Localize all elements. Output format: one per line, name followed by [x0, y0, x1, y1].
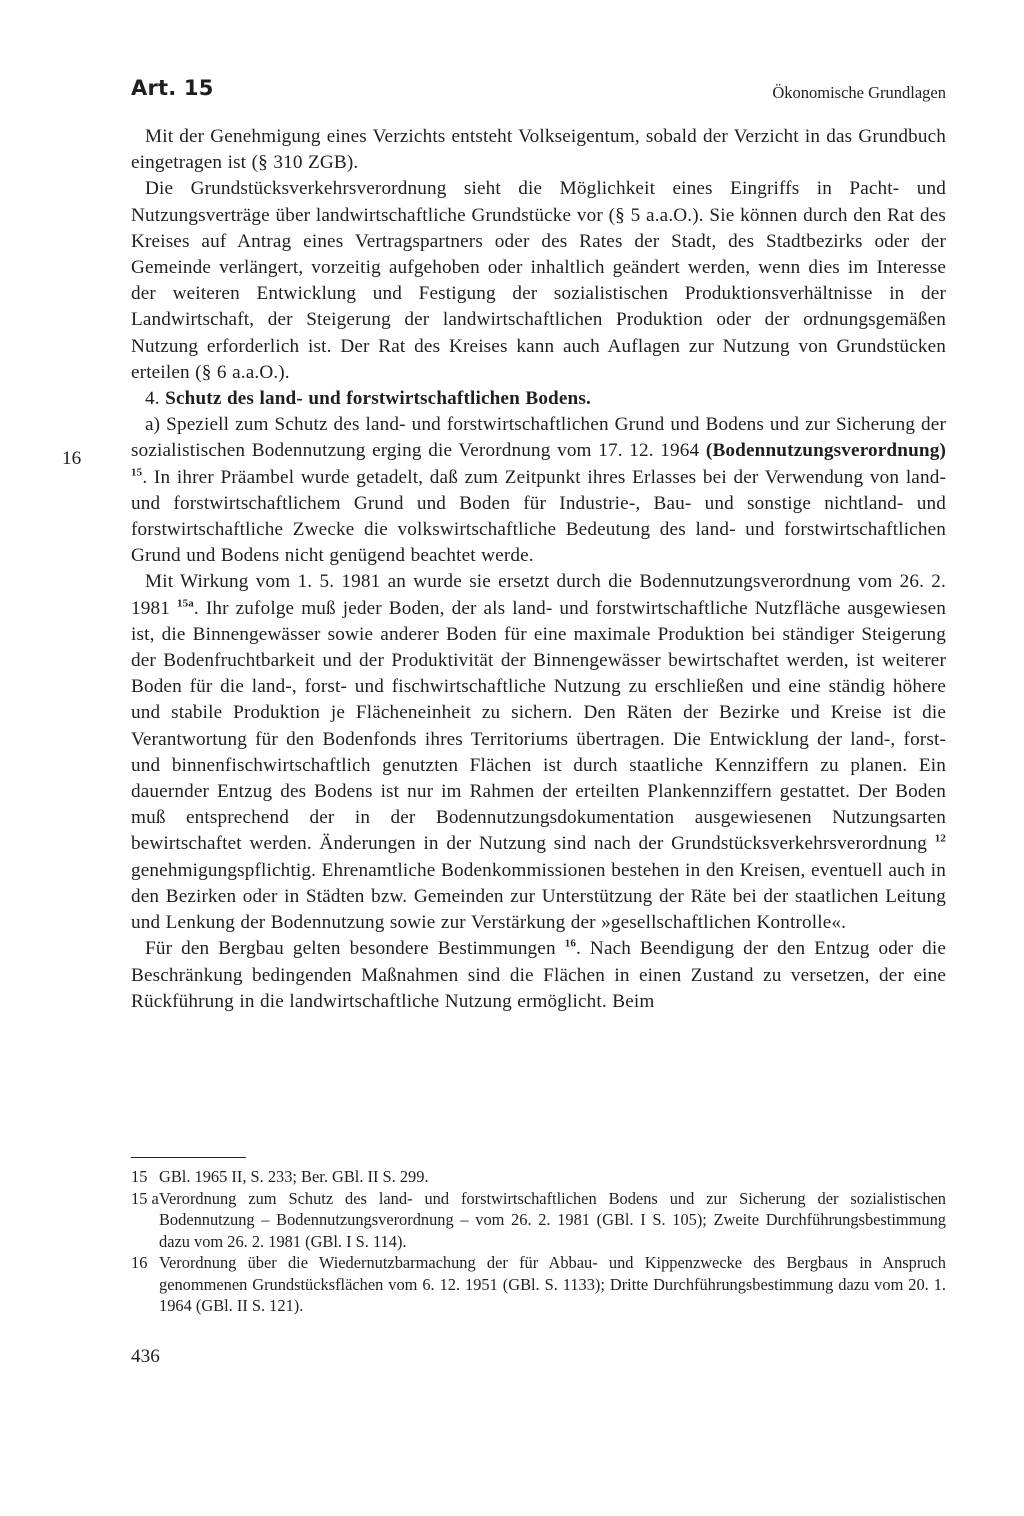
paragraph-3-bold: (Bodennutzungsverordnung)	[705, 440, 947, 462]
section-heading-number: 4.	[145, 388, 160, 410]
paragraph-5-part-a: Für den Bergbau gelten besondere Bestimmungen	[145, 938, 556, 960]
footnote-divider	[131, 1157, 246, 1158]
paragraph-4-part-a: Mit Wirkung vom 1. 5. 1981 an wurde sie ersetzt durch die Bodennutzungsverordnung vom 26. 2. 1981	[131, 571, 946, 619]
footnote-ref-16[interactable]: 16	[564, 937, 577, 950]
section-heading-text: Schutz des land- und forstwirtschaftlichen Bodens.	[165, 388, 591, 410]
paragraph-4-part-b: . Ihr zufolge muß jeder Boden, der als land- und forstwirtschaftliche Nutzfläche ausgewiesen ist, die Binnengewässer sowie anderer Boden für eine maximale Produktion bei ständiger Steigerung der Bodenfruchtbarkeit und der Produktivität der Binnengewässer bewirtschaftet werden, ist weiterer Boden für die land-, forst- und fischwirtschaftliche Nutzung zu erschließen und eine ständig höhere und stabile Produktion je Flächeneinheit zu sichern. Den Räten der Bezirke und Kreise ist die Verantwortung für den Bodenfonds ihres Territoriums übertragen. Die Entwicklung der land-, forst- und binnenfischwirtschaftlich genutzten Flächen ist durch staatliche Kennziffern zu planen. Ein dauernder Entzug des Bodens ist nur im Rahmen der erteilten Plankennziffern gestattet. Der Boden muß entsprechend der in der Bodennutzungsdokumentation ausgewiesenen Nutzungsarten bewirtschaftet werden. Änderungen in der Nutzung sind nach der Grundstücksverkehrsverordnung	[131, 597, 947, 855]
paragraph-3	[131, 412, 946, 569]
footnote-number: 15	[131, 1167, 148, 1186]
footnote-text: Verordnung über die Wiedernutzbarmachung der für Abbau- und Kippenzwecke des Bergbaus in Anspruch genommenen Grundstücksflächen vom 6. 12. 1951 (GBl. S. 1133); Dritte Durchführungsbestimmung dazu vom 20. 1. 1964 (GBl. II S. 121).	[159, 1253, 946, 1315]
paragraph-2: Die Grundstücksverkehrsverordnung sieht die Möglichkeit eines Eingriffs in Pacht- und Nutzungsverträge über landwirtschaftliche Grundstücke vor (§ 5 a.a.O.). Sie können durch den Rat des Kreises auf Antrag eines Vertragspartners oder des Rates der Stadt, des Stadtbezirks oder der Gemeinde verlängert, vorzeitig aufgehoben oder inhaltlich geändert werden, wenn dies im Interesse der weiteren Entwicklung und Festigung der sozialistischen Produktionsverhältnisse in der Landwirtschaft, der Steigerung der landwirtschaftlichen Produktion oder der ordnungsgemäßen Nutzung erforderlich ist. Der Rat des Kreises kann auch Auflagen zur Nutzung von Grundstücken erteilen (§ 6 a.a.O.).	[131, 178, 946, 383]
paragraph-4-part-c: genehmigungspflichtig. Ehrenamtliche Bodenkommissionen bestehen in den Kreisen, eventuell auch in den Bezirken oder in Städten bzw. Gemeinden zur Unterstützung der Räte bei der staatlichen Leitung und Lenkung der Bodennutzung sowie zur Verstärkung der »gesellschaftlichen Kontrolle«.	[131, 859, 946, 934]
footnote-text: GBl. 1965 II, S. 233; Ber. GBl. II S. 299.	[159, 1167, 429, 1186]
footnote-item	[131, 1252, 946, 1317]
footnote-ref-15[interactable]: 15	[131, 466, 143, 479]
paragraph-3-part-b: . In ihrer Präambel wurde getadelt, daß zum Zeitpunkt ihres Erlasses bei der Verwendung von land- und forstwirtschaftlichem Grund und Boden für Industrie-, Bau- und sonstige nichtland- und forstwirtschaftliche Zwecke die volkswirtschaftliche Bedeutung des land- und forstwirtschaftlichen Grund und Bodens nicht genügend beachtet werde.	[131, 466, 946, 567]
footnote-item	[131, 1166, 946, 1188]
footnote-item	[131, 1188, 946, 1253]
section-heading	[131, 386, 946, 412]
body-text	[131, 124, 946, 1015]
page-number: 436	[131, 1346, 160, 1367]
footnote-number: 15 a	[131, 1188, 159, 1208]
paragraph-5	[131, 936, 946, 1015]
footnote-text: Verordnung zum Schutz des land- und forstwirtschaftlichen Bodens und zur Sicherung der sozialistischen Bodennutzung – Bodennutzungsverordnung – vom 26. 2. 1981 (GBl. I S. 105); Zweite Durchführungsbestimmung dazu vom 26. 2. 1981 (GBl. I S. 114).	[159, 1188, 946, 1251]
running-header-title: Ökonomische Grundlagen	[772, 83, 946, 102]
paragraph-3-part-a: a) Speziell zum Schutz des land- und forstwirtschaftlichen Grund und Bodens und zur Sicherung der sozialistischen Bodennutzung erging die Verordnung vom 17. 12. 1964	[131, 414, 946, 462]
footnotes	[131, 1166, 946, 1317]
article-heading: Art. 15	[131, 76, 214, 100]
margin-number: 16	[62, 448, 82, 469]
footnote-ref-15a[interactable]: 15a	[176, 597, 194, 610]
paragraph-4	[131, 569, 946, 936]
footnote-number: 16	[131, 1253, 148, 1272]
paragraph-1: Mit der Genehmigung eines Verzichts entsteht Volkseigentum, sobald der Verzicht in das Grundbuch eingetragen ist (§ 310 ZGB).	[131, 126, 946, 174]
footnote-ref-12[interactable]: 12	[934, 833, 946, 846]
paragraph-5-part-b: . Nach Beendigung der den Entzug oder die Beschränkung bedingenden Maßnahmen sind die Flächen in einen Zustand zu versetzen, der eine Rückführung in die landwirtschaftliche Nutzung ermöglicht. Beim	[131, 938, 947, 1012]
